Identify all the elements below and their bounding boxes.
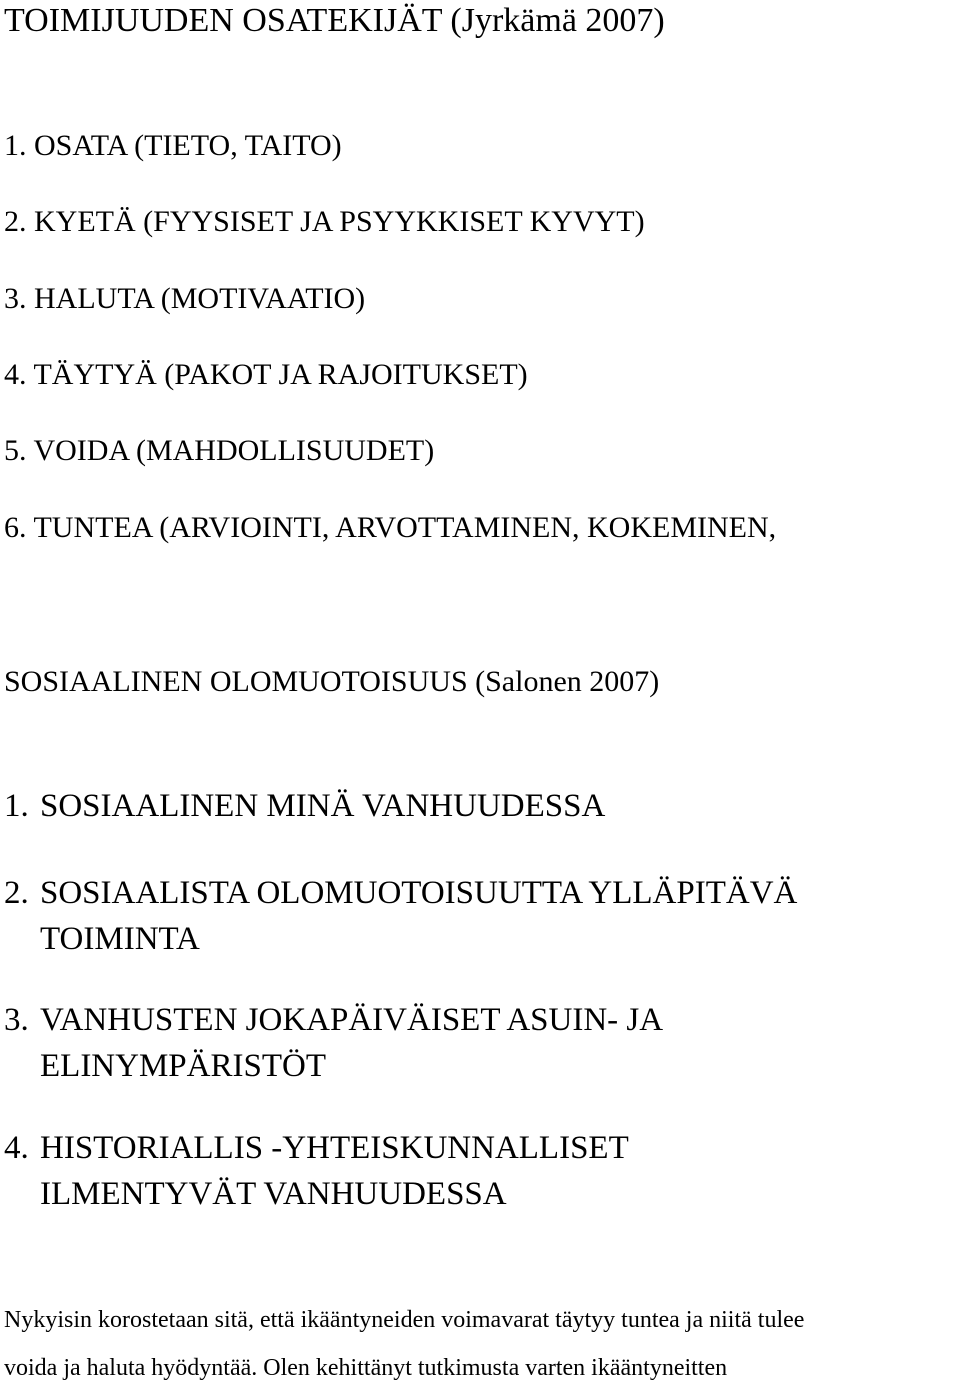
list-item: 5. VOIDA (MAHDOLLISUUDET) xyxy=(4,434,435,467)
body-paragraph xyxy=(4,1296,960,1392)
item-number: 1. xyxy=(4,788,29,824)
item-text: SOSIAALINEN MINÄ VANHUUDESSA xyxy=(40,788,606,824)
item-text-continuation: TOIMINTA xyxy=(40,921,200,957)
item-number: 2. xyxy=(4,875,29,911)
list-item: 2. KYETÄ (FYYSISET JA PSYYKKISET KYVYT) xyxy=(4,205,645,238)
item-number: 4. xyxy=(4,1130,29,1166)
numbered-item xyxy=(4,870,954,962)
numbered-item xyxy=(4,783,954,829)
item-text: SOSIAALISTA OLOMUOTOISUUTTA YLLÄPITÄVÄ xyxy=(40,875,798,911)
item-text-continuation: ELINYMPÄRISTÖT xyxy=(40,1048,326,1084)
paragraph-line: voida ja haluta hyödyntää. Olen kehittänyt tutkimusta varten ikääntyneitten xyxy=(4,1355,728,1381)
page-title: TOIMIJUUDEN OSATEKIJÄT (Jyrkämä 2007) xyxy=(4,2,665,39)
item-text-continuation: ILMENTYVÄT VANHUUDESSA xyxy=(40,1176,507,1212)
numbered-item xyxy=(4,997,954,1089)
section-heading: SOSIAALINEN OLOMUOTOISUUS (Salonen 2007) xyxy=(4,665,660,698)
item-number: 3. xyxy=(4,1002,29,1038)
paragraph-line: Nykyisin korostetaan sitä, että ikääntyneiden voimavarat täytyy tuntea ja niitä tulee xyxy=(4,1307,805,1333)
item-text: HISTORIALLIS -YHTEISKUNNALLISET xyxy=(40,1130,629,1166)
item-text: VANHUSTEN JOKAPÄIVÄISET ASUIN- JA xyxy=(40,1002,664,1038)
list-item: 4. TÄYTYÄ (PAKOT JA RAJOITUKSET) xyxy=(4,358,528,391)
list-item: 1. OSATA (TIETO, TAITO) xyxy=(4,129,342,162)
list-item: 6. TUNTEA (ARVIOINTI, ARVOTTAMINEN, KOKEMINEN, xyxy=(4,511,777,544)
list-item: 3. HALUTA (MOTIVAATIO) xyxy=(4,282,366,315)
numbered-item xyxy=(4,1125,954,1217)
